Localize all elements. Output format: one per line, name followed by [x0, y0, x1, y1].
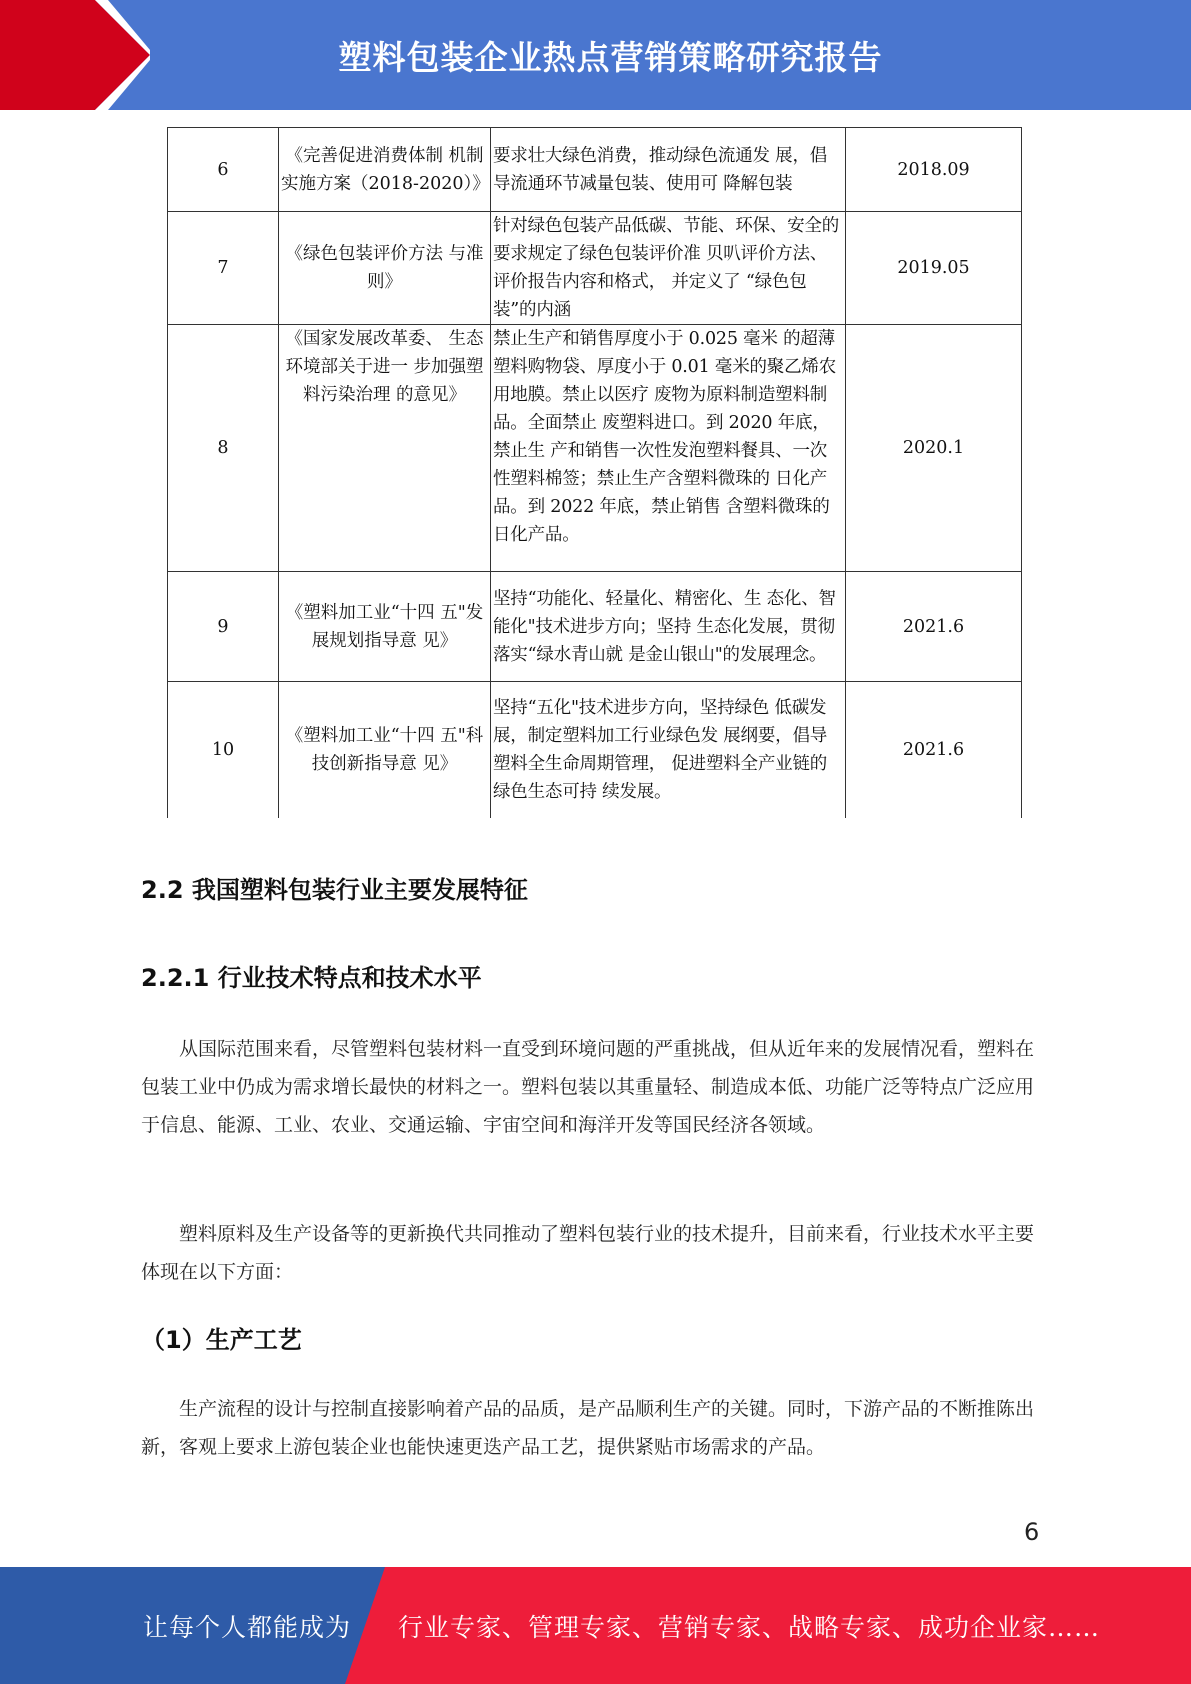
policy-date: 2018.09	[846, 128, 1022, 212]
row-number: 9	[168, 572, 279, 682]
section-heading-2-2: 2.2 我国塑料包装行业主要发展特征	[141, 876, 528, 904]
page-number: 6	[1024, 1518, 1040, 1546]
policy-requirement: 针对绿色包装产品低碳、节能、环保、安全的要求规定了绿色包装评价准 贝叭评价方法、评价报告内容和格式， 并定义了 “绿色包装”的内涵	[491, 212, 846, 325]
policy-date: 2021.6	[846, 682, 1022, 818]
section-heading-2-2-1: 2.2.1 行业技术特点和技术水平	[141, 964, 482, 992]
page-header	[0, 0, 1191, 110]
subsection-heading-production: （1）生产工艺	[141, 1326, 302, 1354]
table-row	[168, 128, 1022, 212]
footer-slogan-right: 行业专家、管理专家、营销专家、战略专家、成功企业家……	[398, 1612, 1101, 1642]
table-row	[168, 572, 1022, 682]
policy-name: 《塑料加工业“十四 五"发展规划指导意 见》	[279, 572, 491, 682]
table-row	[168, 325, 1022, 572]
policy-name: 《完善促进消费体制 机制实施方案（2018-2020）》	[279, 128, 491, 212]
table-row	[168, 212, 1022, 325]
policy-date: 2020.1	[846, 325, 1022, 572]
row-number: 10	[168, 682, 279, 818]
report-title: 塑料包装企业热点营销策略研究报告	[338, 37, 883, 77]
paragraph: 塑料原料及生产设备等的更新换代共同推动了塑料包装行业的技术提升，目前来看，行业技术水平主要体现在以下方面：	[141, 1223, 1035, 1283]
policy-requirement: 要求壮大绿色消费，推动绿色流通发 展，倡导流通环节减量包装、使用可 降解包装	[491, 128, 846, 212]
policy-name: 《绿色包装评价方法 与准则》	[279, 212, 491, 325]
policy-name: 《塑料加工业“十四 五"科技创新指导意 见》	[279, 682, 491, 818]
policy-requirement: 坚持“五化"技术进步方向，坚持绿色 低碳发展，制定塑料加工行业绿色发 展纲要，倡导塑料全生命周期管理， 促进塑料全产业链的绿色生态可持 续发展。	[491, 682, 846, 818]
policy-requirement: 禁止生产和销售厚度小于 0.025 毫米 的超薄塑料购物袋、厚度小于 0.01 毫米的聚乙烯农用地膜。禁止以医疗 废物为原料制造塑料制品。全面禁止 废塑料进口。到 2020 年底，禁止生 产和销售一次性发泡塑料餐具、一次 性塑料棉签；禁止生产含塑料微珠的 日化产品。到 2022 年底，禁止销售 含塑料微珠的日化产品。	[491, 325, 846, 572]
policy-date: 2021.6	[846, 572, 1022, 682]
footer-slogan-left: 让每个人都能成为	[143, 1612, 352, 1642]
policy-requirement: 坚持“功能化、轻量化、精密化、生 态化、智能化"技术进步方向；坚持 生态化发展，贯彻落实“绿水青山就 是金山银山"的发展理念。	[491, 572, 846, 682]
row-number: 8	[168, 325, 279, 572]
policy-table	[167, 127, 1022, 818]
header-red-arrow	[0, 0, 150, 110]
table-row	[168, 682, 1022, 818]
row-number: 7	[168, 212, 279, 325]
page-footer	[0, 1567, 1191, 1684]
policy-name: 《国家发展改革委、 生态环境部关于进一 步加强塑料污染治理 的意见》	[279, 325, 491, 572]
paragraph: 生产流程的设计与控制直接影响着产品的品质，是产品顺利生产的关键。同时，下游产品的不断推陈出新，客观上要求上游包装企业也能快速更迭产品工艺，提供紧贴市场需求的产品。	[141, 1398, 1035, 1458]
policy-date: 2019.05	[846, 212, 1022, 325]
paragraph: 从国际范围来看，尽管塑料包装材料一直受到环境问题的严重挑战，但从近年来的发展情况看，塑料在包装工业中仍成为需求增长最快的材料之一。塑料包装以其重量轻、制造成本低、功能广泛等特点广泛应用于信息、能源、工业、农业、交通运输、宇宙空间和海洋开发等国民经济各领域。	[141, 1038, 1035, 1136]
row-number: 6	[168, 128, 279, 212]
